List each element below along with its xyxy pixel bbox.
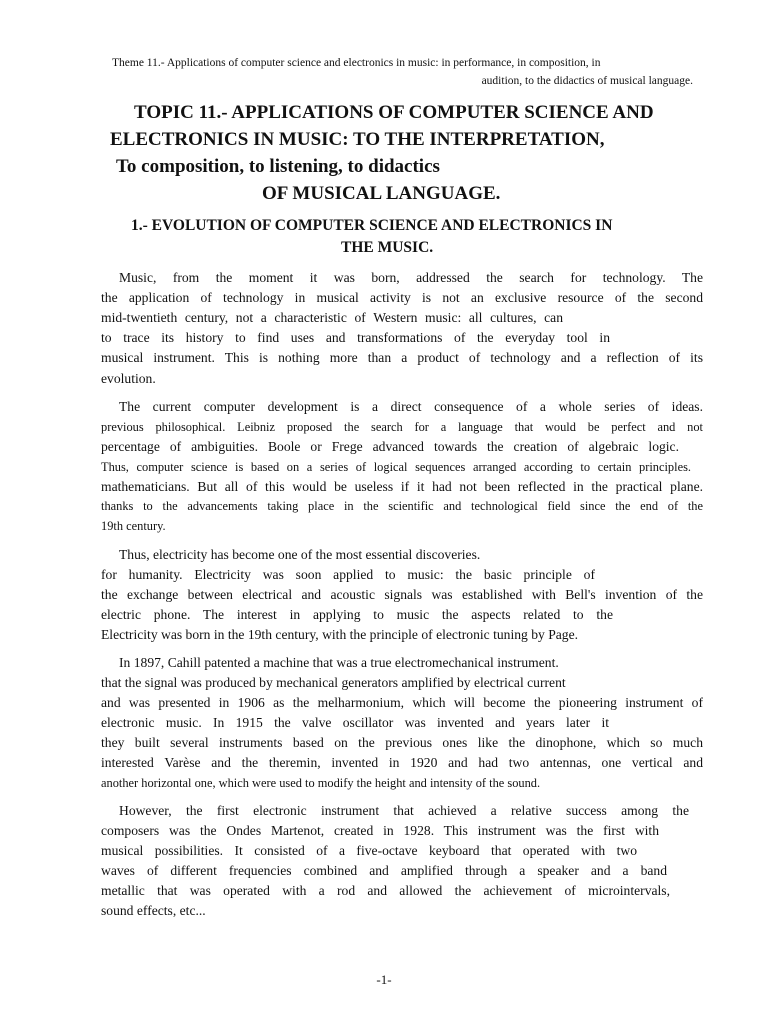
paragraph-line: However, the first electronic instrument that achieved a relative success among the xyxy=(119,803,689,818)
paragraph-line: the exchange between electrical and acoustic signals was established with Bell's invention of the xyxy=(101,587,703,602)
section-heading-line-1: 1.- EVOLUTION OF COMPUTER SCIENCE AND ELECTRONICS IN xyxy=(131,217,613,234)
paragraph-line: interested Varèse and the theremin, invented in 1920 and had two antennas, one vertical and xyxy=(101,755,703,770)
paragraph-line: Music, from the moment it was born, addressed the search for technology. The xyxy=(119,270,703,285)
section-heading-line-2: THE MUSIC. xyxy=(341,239,434,256)
topic-title-line-3: To composition, to listening, to didactics xyxy=(116,156,440,177)
paragraph-line: another horizontal one, which were used to modify the height and intensity of the sound. xyxy=(101,776,541,790)
paragraph-line: electronic music. In 1915 the valve oscillator was invented and years later it xyxy=(101,715,609,730)
paragraph-line: that the signal was produced by mechanical generators amplified by electrical current xyxy=(101,675,566,690)
paragraph-line: for humanity. Electricity was soon applied to music: the basic principle of xyxy=(101,567,595,582)
paragraph-line: musical possibilities. It consisted of a five-octave keyboard that operated with two xyxy=(101,843,637,858)
paragraph-line: composers was the Ondes Martenot, created in 1928. This instrument was the first with xyxy=(101,823,659,838)
paragraph-line: sound effects, etc... xyxy=(101,903,206,918)
paragraph-line: The current computer development is a direct consequence of a whole series of ideas. xyxy=(119,399,703,414)
paragraph-line: Thus, computer science is based on a series of logical sequences arranged according to certain principles. xyxy=(101,460,691,474)
paragraph-line: musical instrument. This is nothing more than a product of technology and a reflection of its xyxy=(101,350,703,365)
paragraph-line: electric phone. The interest in applying to music the aspects related to the xyxy=(101,607,613,622)
running-header-line-1: Theme 11.- Applications of computer science and electronics in music: in performance, in composition, in xyxy=(112,57,601,69)
paragraph-line: to trace its history to find uses and transformations of the everyday tool in xyxy=(101,330,610,345)
paragraph-line: mathematicians. But all of this would be useless if it had not been reflected in the practical plane. xyxy=(101,479,703,494)
paragraph-line: evolution. xyxy=(101,371,156,386)
paragraph-line: mid-twentieth century, not a characteristic of Western music: all cultures, can xyxy=(101,310,563,325)
paragraph-line: and was presented in 1906 as the melharmonium, which will become the pioneering instrument of xyxy=(101,695,703,710)
paragraph-line: Thus, electricity has become one of the most essential discoveries. xyxy=(119,547,481,562)
running-header-line-2: audition, to the didactics of musical language. xyxy=(481,75,693,87)
topic-title-line-4: OF MUSICAL LANGUAGE. xyxy=(262,183,501,204)
page-number: -1- xyxy=(376,972,392,987)
paragraph-line: Electricity was born in the 19th century, with the principle of electronic tuning by Page. xyxy=(101,627,579,642)
paragraph-line: waves of different frequencies combined and amplified through a speaker and a band xyxy=(101,863,667,878)
paragraph-line: 19th century. xyxy=(101,519,166,533)
paragraph-line: thanks to the advancements taking place in the scientific and technological field since the end of the xyxy=(101,499,703,513)
paragraph-line: the application of technology in musical activity is not an exclusive resource of the second xyxy=(101,290,703,305)
paragraph-line: metallic that was operated with a rod and allowed the achievement of microintervals, xyxy=(101,883,670,898)
paragraph-line: they built several instruments based on the previous ones like the dinophone, which so much xyxy=(101,735,703,750)
paragraph-line: In 1897, Cahill patented a machine that was a true electromechanical instrument. xyxy=(119,655,559,670)
paragraph-line: percentage of ambiguities. Boole or Frege advanced towards the creation of algebraic logic. xyxy=(101,439,679,454)
topic-title-line-1: TOPIC 11.- APPLICATIONS OF COMPUTER SCIENCE AND xyxy=(134,102,654,123)
paragraph-line: previous philosophical. Leibniz proposed the search for a language that would be perfect and not xyxy=(101,420,703,434)
topic-title-line-2: ELECTRONICS IN MUSIC: TO THE INTERPRETATION, xyxy=(110,129,605,150)
